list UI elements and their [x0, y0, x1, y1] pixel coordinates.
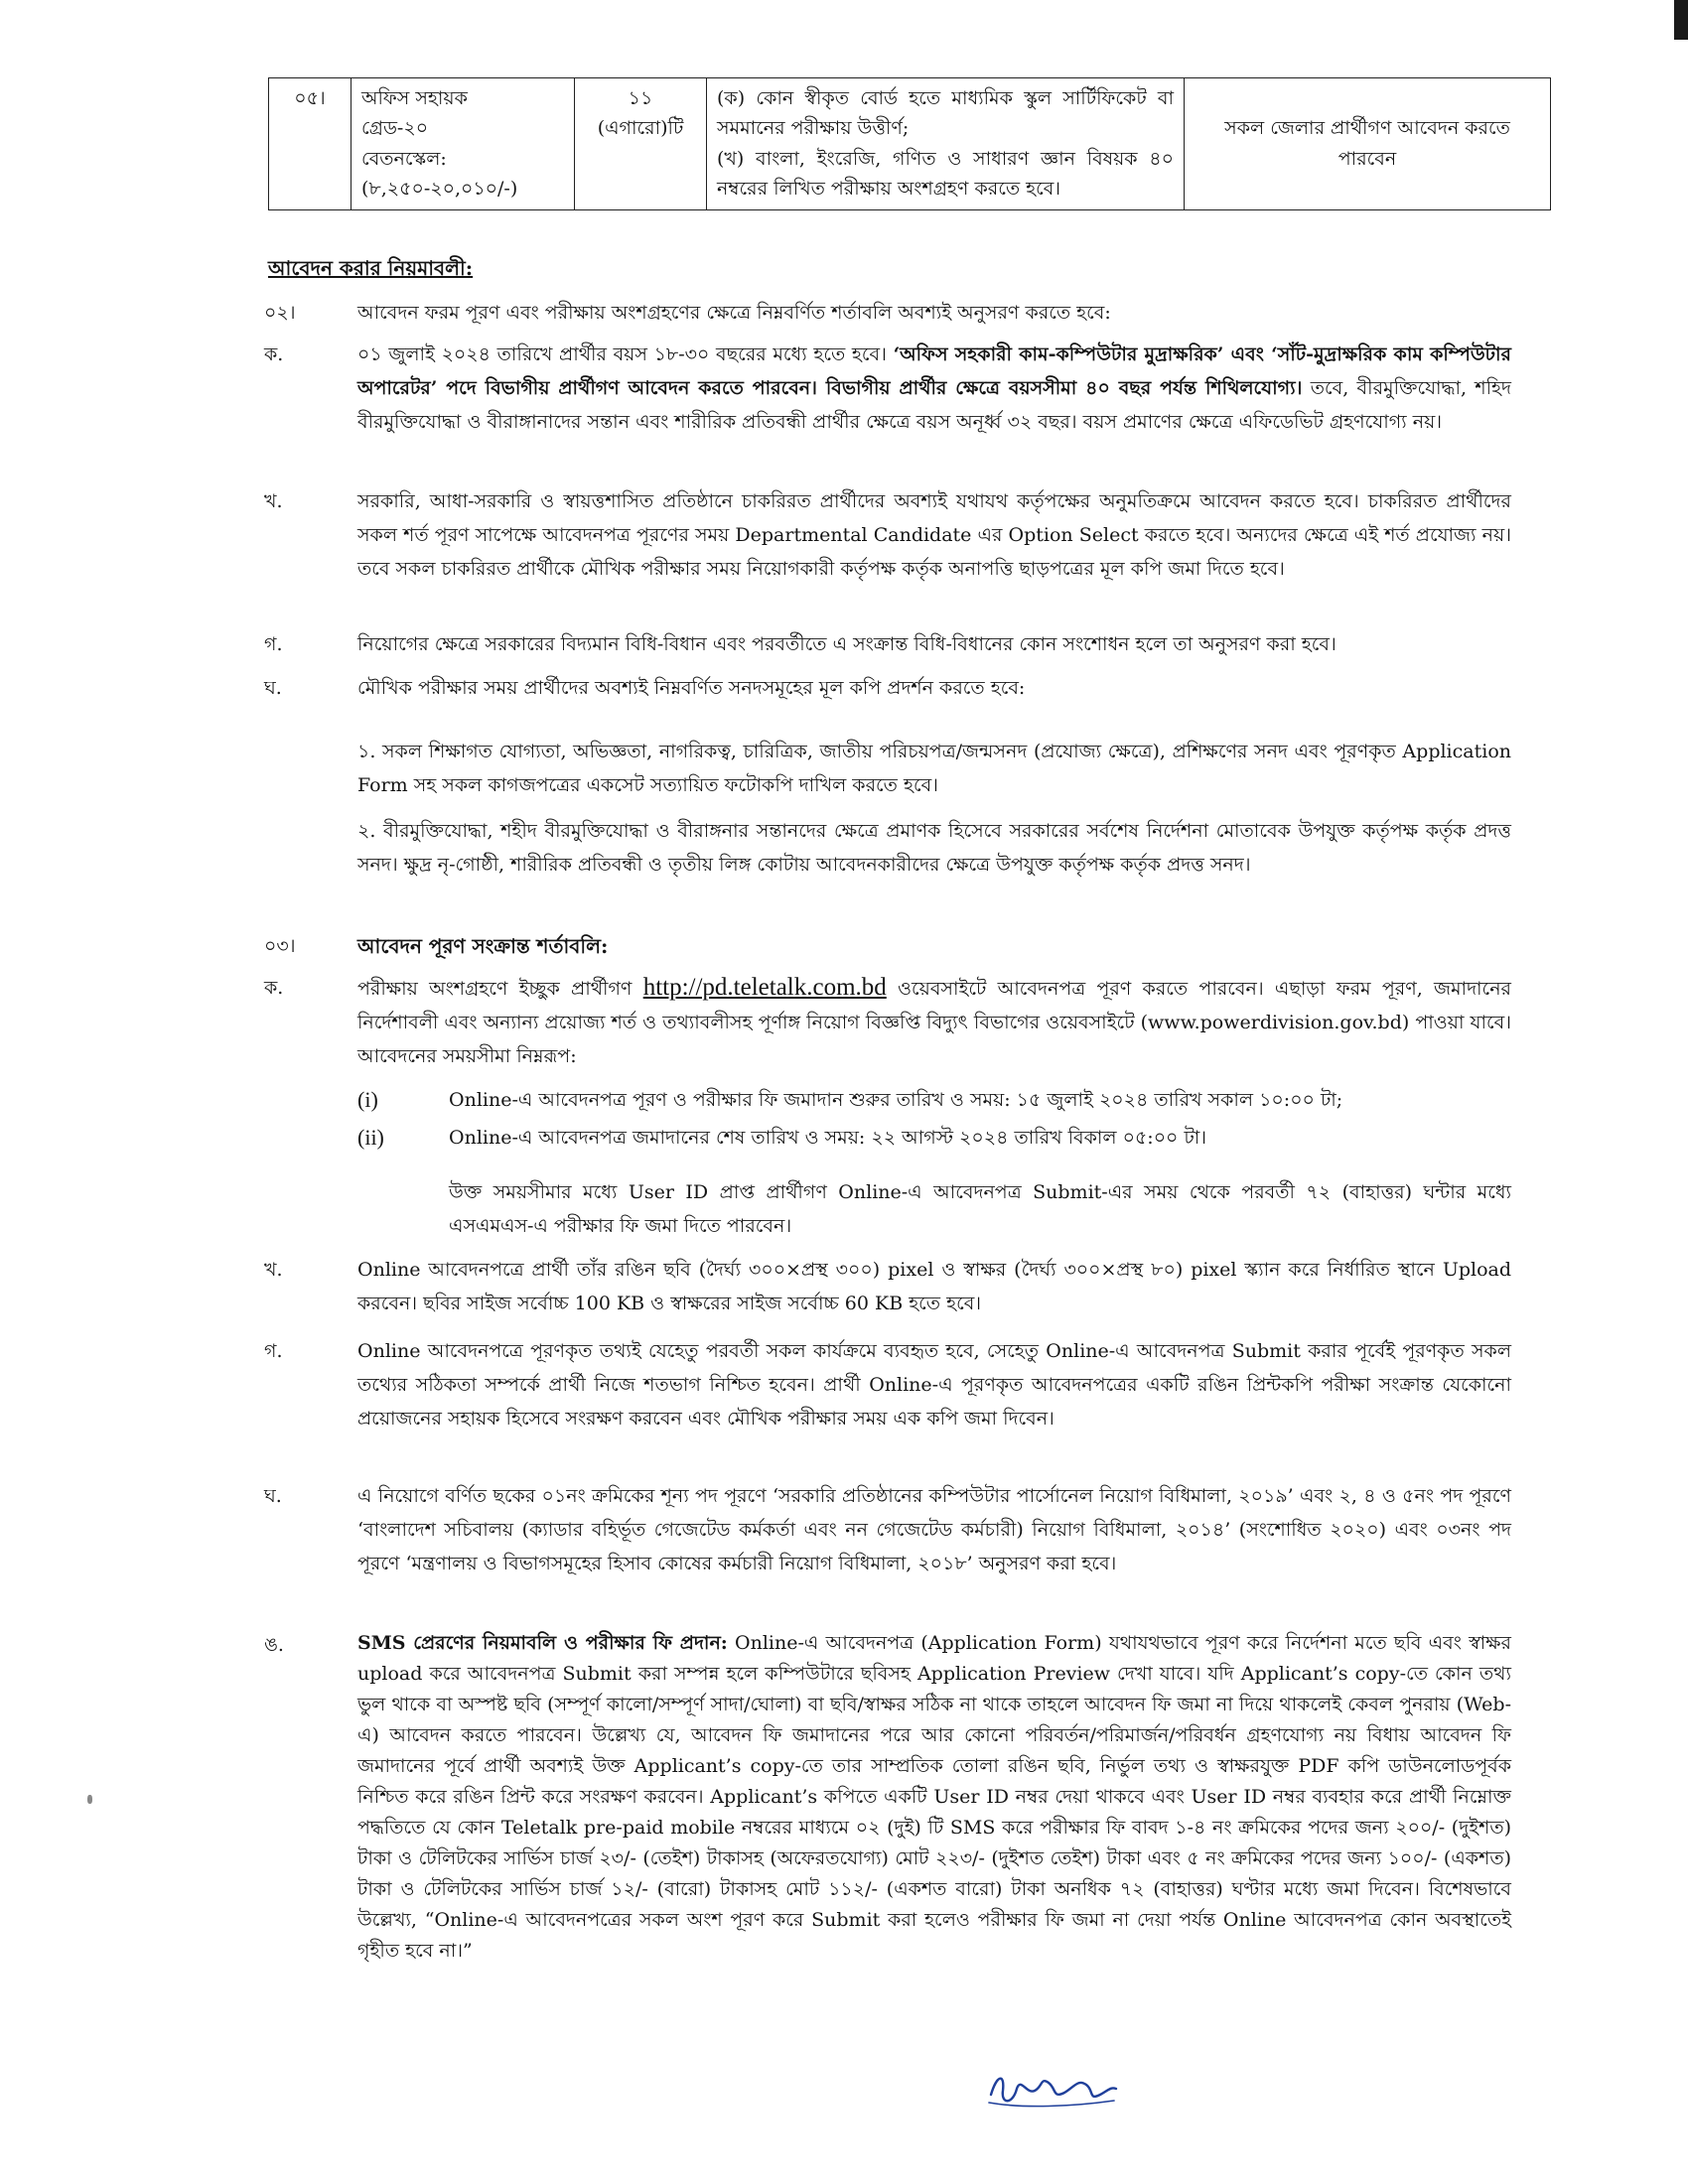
documents-intro: মৌখিক পরীক্ষার সময় প্রার্থীদের অবশ্যই নিম্নবর্ণিত সনদসমূহের মূল কপি প্রদর্শন করতে হবে:	[357, 677, 1026, 699]
sms-fee-text	[357, 1628, 1511, 1967]
clause-03-uma	[357, 1628, 1511, 1967]
post-count-cell	[575, 78, 707, 210]
post-count-words: (এগারো)টি	[597, 117, 684, 140]
clause-02-ka	[357, 338, 1511, 439]
scan-artifact	[87, 1795, 92, 1804]
post-name-cell	[352, 78, 575, 210]
deadline-end-label: (ii)	[357, 1125, 384, 1150]
recruitment-rules-text: এ নিয়োগে বর্ণিত ছকের ০১নং ক্রমিকের শূন্য পদ পূরণে ‘সরকারি প্রতিষ্ঠানের কম্পিউটার পার্সোনেল নিয়োগ বিধিমালা, ২০১৯’ এবং ২, ৪ ও ৫নং পদ পূরণে ‘বাংলাদেশ সচিবালয় (ক্যাডার বহির্ভূত গেজেটেড কর্মকর্তা এবং নন গেজেটেড কর্মচারী) নিয়োগ বিধিমালা, ২০১৪’ (সংশোধিত ২০২০) এবং ০৩নং পদ পূরণে ‘মন্ত্রণালয় ও বিভাগসমূহের হিসাব কোষের কর্মচারী নিয়োগ বিধিমালা, ২০১৮’ অনুসরণ করা হবে।	[357, 1485, 1511, 1574]
sms-fee-body: Online-এ আবেদনপত্র (Application Form) যথাযথভাবে পূরণ করে নির্দেশনা মতে ছবি এবং স্বাক্ষর upload করে আবেদনপত্র Submit করা সম্পন্ন হলে কম্পিউটারে ছবিসহ Application Preview দেখা যাবে। যদি Applicant’s copy-তে কোন তথ্য ভুল থাকে বা অস্পষ্ট ছবি (সম্পূর্ণ কালো/সম্পূর্ণ সাদা/ঘোলা) বা ছবি/স্বাক্ষর সঠিক না থাকে তাহলে আবেদন ফি জমা না দিয়ে থাকলেই কেবল পুনরায় (Web-এ) আবেদন করতে পারবেন। উল্লেখ্য যে, আবেদন ফি জমাদানের পরে আর কোনো পরিবর্তন/পরিমার্জন/পরিবর্ধন গ্রহণযোগ্য নয় বিধায় আবেদন ফি জমাদানের পূর্বে প্রার্থী অবশ্যই উক্ত Applicant’s copy-তে তার সাম্প্রতিক তোলা রঙিন ছবি, নির্ভুল তথ্য ও স্বাক্ষরযুক্ত PDF কপি ডাউনলোডপূর্বক নিশ্চিত করে রঙিন প্রিন্ট করে সংরক্ষণ করবেন। Applicant’s কপিতে একটি User ID নম্বর দেয়া থাকবে এবং User ID নম্বর ব্যবহার করে প্রার্থী নিম্নোক্ত পদ্ধতিতে যে কোন Teletalk pre-paid mobile নম্বরের মাধ্যমে ০২ (দুই) টি SMS করে পরীক্ষার ফি বাবদ ১-৪ নং ক্রমিকের পদের জন্য ২০০/- (দুইশত) টাকা ও টেলিটকের সার্ভিস চার্জ ২৩/- (তেইশ) টাকাসহ (অফেরতযোগ্য) মোট ২২৩/- (দুইশত তেইশ) টাকা এবং ৫ নং ক্রমিকের পদের জন্য ১০০/- (একশত) টাকা ও টেলিটকের সার্ভিস চার্জ ১২/- (বারো) টাকাসহ মোট ১১২/- (একশত বারো) টাকা অনধিক ৭২ (বাহাত্তর) ঘণ্টার মধ্যে জমা দিবেন। বিশেষভাবে উল্লেখ্য, “Online-এ আবেদনপত্রের সকল অংশ পূরণ করে Submit করা হলেও পরীক্ষার ফি জমা না দেয়া পর্যন্ত Online আবেদনপত্র কোন অবস্থাতেই গৃহীত হবে না।”	[357, 1632, 1512, 1962]
section-heading: আবেদন করার নিয়মাবলী:	[268, 256, 474, 280]
label-03-gha: ঘ.	[264, 1485, 282, 1507]
documents-item-1	[357, 735, 1511, 802]
pay-scale-label: বেতনস্কেল:	[361, 147, 447, 170]
label-02-ga: গ.	[264, 633, 283, 655]
website-text-pre: পরীক্ষায় অংশগ্রহণে ইচ্ছুক প্রার্থীগণ	[357, 978, 643, 1000]
sms-window-note	[449, 1175, 1511, 1243]
teletalk-link[interactable]: http://pd.teletalk.com.bd	[642, 974, 887, 1001]
label-03-ka: ক.	[264, 977, 284, 999]
label-03-kha: খ.	[264, 1259, 283, 1281]
label-03-uma: ঙ.	[264, 1634, 284, 1656]
photo-upload-text: Online আবেদনপত্রে প্রার্থী তাঁর রঙিন ছবি (দৈর্ঘ্য ৩০০×প্রস্থ ৩০০) pixel ও স্বাক্ষর (দৈর্ঘ্য ৩০০×প্রস্থ ৮০) pixel স্ক্যান করে নির্ধারিত স্থানে Upload করবেন। ছবির সাইজ সর্বোচ্চ 100 KB ও স্বাক্ষরের সাইজ সর্বোচ্চ 60 KB হতে হবে।	[357, 1259, 1511, 1314]
age-text-1: ০১ জুলাই ২০২৪ তারিখে প্রার্থীর বয়স ১৮-৩০ বছরের মধ্যে হতে হবে।	[357, 343, 894, 365]
application-website-text	[357, 971, 1511, 1073]
intro-text: আবেদন ফরম পূরণ এবং পরীক্ষায় অংশগ্রহণের ক্ষেত্রে নিম্নবর্ণিত শর্তাবলি অবশ্যই অনুসরণ করতে হবে:	[357, 302, 1111, 324]
clause-03-ga	[357, 1334, 1511, 1435]
clause-03-ka	[357, 971, 1511, 1073]
label-03-ga: গ.	[264, 1340, 283, 1362]
post-count: ১১	[628, 87, 653, 109]
deadline-end-text: Online-এ আবেদনপত্র জমাদানের শেষ তারিখ ও সময়: ২২ আগস্ট ২০২৪ তারিখ বিকাল ০৫:০০ টা।	[449, 1127, 1207, 1149]
scan-edge-mark	[1674, 0, 1688, 40]
rules-text: নিয়োগের ক্ষেত্রে সরকারের বিদ্যমান বিধি-বিধান এবং পরবর্তীতে এ সংক্রান্ত বিধি-বিধানের কোন সংশোধন হলে তা অনুসরণ করা হবে।	[357, 633, 1336, 655]
clause-03-gha	[357, 1479, 1511, 1580]
age-limit-text	[357, 338, 1511, 439]
district-cell: সকল জেলার প্রার্থীগণ আবেদন করতে পারবেন	[1185, 78, 1551, 210]
website-text-post: ওয়েবসাইটে আবেদনপত্র পূরণ করতে পারবেন। এছাড়া ফরম পূরণ, জমাদানের নির্দেশাবলী এবং অন্যান্য প্রয়োজ্য শর্ত ও তথ্যাবলীসহ পূর্ণাঙ্গ নিয়োগ বিজ্ঞপ্তি বিদ্যুৎ বিভাগের ওয়েবসাইটে (www.powerdivision.gov.bd) পাওয়া যাবে। আবেদনের সময়সীমা নিম্নরূপ:	[357, 978, 1511, 1067]
post-name: অফিস সহায়ক	[361, 87, 468, 109]
pay-scale: (৮,২৫০-২০,০১০/-)	[361, 178, 518, 201]
signature-icon	[983, 2065, 1122, 2115]
qualification-cell	[707, 78, 1185, 210]
deadline-start-text: Online-এ আবেদনপত্র পূরণ ও পরীক্ষার ফি জমাদান শুরুর তারিখ ও সময়: ১৫ জুলাই ২০২৪ তারিখ সকাল ১০:০০ টা;	[449, 1089, 1343, 1111]
sms-fee-heading: SMS প্রেরণের নিয়মাবলি ও পরীক্ষার ফি প্রদান:	[357, 1632, 728, 1654]
documents-item-2-text: ২. বীরমুক্তিযোদ্ধা, শহীদ বীরমুক্তিযোদ্ধা ও বীরাঙ্গনার সন্তানদের ক্ষেত্রে প্রমাণক হিসেবে সরকারের সর্বশেষ নির্দেশনা মোতাবেক উপযুক্ত কর্তৃপক্ষ কর্তৃক প্রদত্ত সনদ। ক্ষুদ্র নৃ-গোষ্ঠী, শারীরিক প্রতিবন্ধী ও তৃতীয় লিঙ্গ কোটায় আবেদনকারীদের ক্ষেত্রে উপযুক্ত কর্তৃপক্ষ কর্তৃক প্রদত্ত সনদ।	[357, 820, 1511, 876]
section-02-intro	[357, 296, 1511, 330]
section-number-03: ০৩।	[264, 935, 296, 957]
employed-candidate-text: সরকারি, আধা-সরকারি ও স্বায়ত্তশাসিত প্রতিষ্ঠানে চাকরিরত প্রার্থীদের অবশ্যই যথাযথ কর্তৃপক্ষের অনুমতিক্রমে আবেদন করতে হবে। চাকরিরত প্রার্থীদের সকল শর্ত পূরণ সাপেক্ষে আবেদনপত্র পূরণের সময় Departmental Candidate এর Option Select করতে হবে। অন্যদের ক্ষেত্রে এই শর্ত প্রযোজ্য নয়। তবে সকল চাকরিরত প্রার্থীকে মৌখিক পরীক্ষার সময় নিয়োগকারী কর্তৃপক্ষ কর্তৃক অনাপত্তি ছাড়পত্রের মূল কপি জমা দিতে হবে।	[357, 490, 1511, 580]
documents-item-2	[357, 814, 1511, 882]
documents-item-1-text: ১. সকল শিক্ষাগত যোগ্যতা, অভিজ্ঞতা, নাগরিকত্ব, চারিত্রিক, জাতীয় পরিচয়পত্র/জন্মসনদ (প্রযোজ্য ক্ষেত্রে), প্রশিক্ষণের সনদ এবং পূরণকৃত Application Form সহ সকল কাগজপত্রের একসেট সত্যায়িত ফটোকপি দাখিল করতে হবে।	[357, 741, 1511, 796]
table-row	[269, 78, 1551, 210]
section-number-02: ০২।	[264, 302, 296, 324]
deadline-start-label: (i)	[357, 1087, 378, 1112]
label-02-kha: খ.	[264, 490, 283, 512]
post-table	[268, 77, 1551, 210]
clause-02-ga	[357, 627, 1511, 661]
age-text-2: তবে, বীরমুক্তিযোদ্ধা, শহিদ বীরমুক্তিযোদ্ধা ও বীরাঙ্গানাদের সন্তান এবং শারীরিক প্রতিবন্ধী প্রার্থীর ক্ষেত্রে বয়স অনূর্ধ্ব ৩২ বছর। বয়স প্রমাণের ক্ষেত্রে এফিডেভিট গ্রহণযোগ্য নয়।	[357, 377, 1511, 433]
qualification-b: (খ) বাংলা, ইংরেজি, গণিত ও সাধারণ জ্ঞান বিষয়ক ৪০ নম্বরের লিখিত পরীক্ষায় অংশগ্রহণ করতে হবে।	[717, 147, 1174, 201]
age-text-bold: ‘অফিস সহকারী কাম-কম্পিউটার মুদ্রাক্ষরিক’ এবং ‘সাঁট-মুদ্রাক্ষরিক কাম কম্পিউটার অপারেটর’ পদে বিভাগীয় প্রার্থীগণ আবেদন করতে পারবেন। বিভাগীয় প্রার্থীর ক্ষেত্রে বয়সসীমা ৪০ বছর পর্যন্ত শিথিলযোগ্য।	[357, 343, 1511, 399]
clause-02-gha	[357, 671, 1511, 705]
clause-02-kha	[357, 484, 1511, 586]
label-02-gha: ঘ.	[264, 677, 282, 699]
serial-cell: ০৫।	[269, 78, 352, 210]
section-03-title	[357, 929, 1511, 963]
qualification-a: (ক) কোন স্বীকৃত বোর্ড হতে মাধ্যমিক স্কুল সার্টিফিকেট বা সমমানের পরীক্ষায় উত্তীর্ণ;	[717, 87, 1174, 140]
clause-03-kha	[357, 1253, 1511, 1320]
label-02-ka: ক.	[264, 343, 284, 365]
post-grade: গ্রেড-২০	[361, 117, 429, 140]
data-accuracy-text: Online আবেদনপত্রে পূরণকৃত তথ্যই যেহেতু পরবর্তী সকল কার্যক্রমে ব্যবহৃত হবে, সেহেতু Online-এ আবেদনপত্র Submit করার পূর্বেই পূরণকৃত সকল তথ্যের সঠিকতা সম্পর্কে প্রার্থী নিজে শতভাগ নিশ্চিত হবেন। প্রার্থী Online-এ পূরণকৃত আবেদনপত্রের একটি রঙিন প্রিন্টকপি পরীক্ষা সংক্রান্ত যেকোনো প্রয়োজনের সহায়ক হিসেবে সংরক্ষণ করবেন এবং মৌখিক পরীক্ষার সময় এক কপি জমা দিবেন।	[357, 1340, 1511, 1430]
section-03-title-text: আবেদন পূরণ সংক্রান্ত শর্তাবলি:	[357, 934, 609, 958]
sms-window-note-text: উক্ত সময়সীমার মধ্যে User ID প্রাপ্ত প্রার্থীগণ Online-এ আবেদনপত্র Submit-এর সময় থেকে পরবর্তী ৭২ (বাহাত্তর) ঘন্টার মধ্যে এসএমএস-এ পরীক্ষার ফি জমা দিতে পারবেন।	[449, 1181, 1511, 1237]
